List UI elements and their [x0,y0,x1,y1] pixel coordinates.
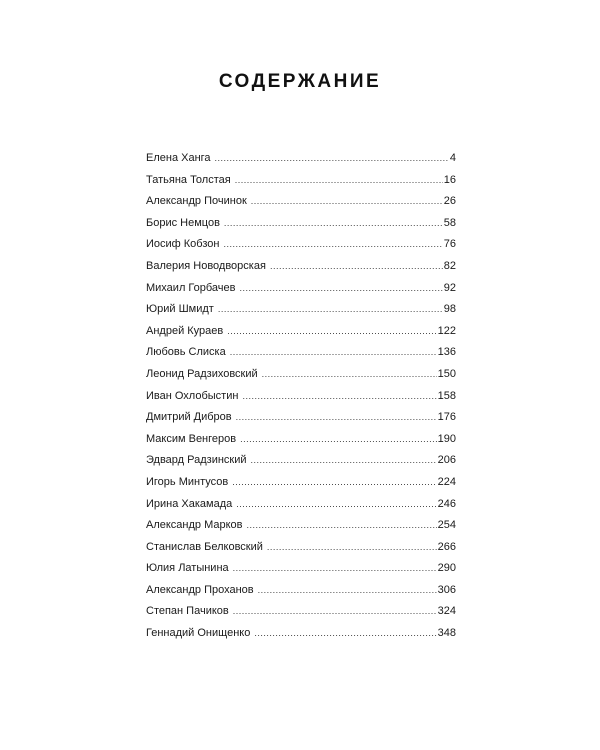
toc-entry-name: Александр Проханов [146,583,254,596]
toc-entry-page: 4 [449,152,456,164]
toc-entry-name: Леонид Радзиховский [146,367,258,380]
dot-leader [227,326,436,336]
dot-leader [262,369,437,379]
toc-entry-name: Михаил Горбачев [146,281,236,294]
toc-entry [146,260,456,282]
toc-entry [146,174,456,196]
toc-entry-name: Андрей Кураев [146,324,224,337]
toc-entry [146,325,456,347]
toc-entry-page: 324 [437,605,456,618]
toc-entry [146,195,456,217]
toc-entry-page: 150 [437,367,456,380]
toc-entry-name: Станислав Белковский [146,540,263,553]
toc-entry-page: 224 [437,475,456,488]
toc-entry [146,605,456,627]
dot-leader [233,606,437,616]
dot-leader [258,585,437,595]
toc-entry-page: 290 [437,562,456,575]
toc-entry [146,454,456,476]
dot-leader [240,283,443,293]
toc-entry [146,627,456,649]
toc-entry-name: Александр Марков [146,519,243,532]
toc-entry-name: Татьяна Толстая [146,173,231,186]
toc-entry-page: 176 [437,411,456,424]
toc-entry-name: Юрий Шмидт [146,303,214,316]
toc-entry-name: Борис Немцов [146,216,220,229]
dot-leader [215,153,449,163]
dot-leader [247,520,437,530]
dot-leader [218,304,443,314]
toc-entry-page: 76 [443,238,456,251]
dot-leader [233,563,437,573]
dot-leader [236,412,437,422]
toc-entry-name: Игорь Минтусов [146,475,229,488]
toc-entry-page: 206 [437,454,456,467]
toc-entry-name: Иосиф Кобзон [146,238,220,251]
table-of-contents [146,152,456,649]
dot-leader [236,499,436,509]
dot-leader [270,261,443,271]
toc-entry-page: 16 [443,173,456,186]
page-title: СОДЕРЖАНИЕ [218,71,382,92]
toc-entry-name: Иван Охлобыстин [146,389,239,402]
dot-leader [235,175,443,185]
toc-entry [146,217,456,239]
toc-entry-page: 136 [437,346,456,359]
toc-entry [146,498,456,520]
toc-entry-page: 98 [443,303,456,316]
toc-entry [146,282,456,304]
toc-entry-name: Любовь Слиска [146,346,226,359]
dot-leader [224,218,443,228]
toc-entry-page: 306 [437,583,456,596]
toc-entry-name: Геннадий Онищенко [146,627,251,640]
toc-entry [146,584,456,606]
toc-entry [146,346,456,368]
toc-entry-page: 26 [443,195,456,208]
toc-entry-name: Ирина Хакамада [146,497,233,510]
toc-entry-page: 348 [437,627,456,640]
toc-entry-name: Дмитрий Дибров [146,411,232,424]
dot-leader [251,455,437,465]
toc-entry-page: 254 [437,519,456,532]
dot-leader [242,391,436,401]
toc-entry-name: Юлия Латынина [146,562,229,575]
toc-entry-name: Эдвард Радзинский [146,454,247,467]
toc-entry [146,541,456,563]
toc-entry-name: Елена Ханга [146,152,211,164]
dot-leader [240,434,437,444]
toc-entry-page: 266 [437,540,456,553]
toc-entry [146,519,456,541]
toc-entry-page: 158 [437,389,456,402]
toc-entry [146,390,456,412]
toc-entry-name: Максим Венгеров [146,432,237,445]
toc-entry [146,476,456,498]
toc-entry [146,238,456,260]
toc-entry [146,368,456,390]
dot-leader [254,628,436,638]
toc-entry-page: 190 [437,432,456,445]
toc-entry-name: Степан Пачиков [146,605,229,618]
toc-entry [146,152,456,174]
dot-leader [223,239,442,249]
toc-entry-page: 122 [437,324,456,337]
toc-entry-page: 246 [437,497,456,510]
toc-entry-page: 92 [443,281,456,294]
dot-leader [232,477,436,487]
dot-leader [267,542,437,552]
toc-entry [146,562,456,584]
toc-entry [146,411,456,433]
toc-entry-page: 58 [443,216,456,229]
toc-entry [146,433,456,455]
toc-entry-name: Александр Починок [146,195,247,208]
dot-leader [230,347,437,357]
toc-entry-page: 82 [443,259,456,272]
toc-entry [146,303,456,325]
dot-leader [251,196,443,206]
toc-entry-name: Валерия Новодворская [146,259,266,272]
